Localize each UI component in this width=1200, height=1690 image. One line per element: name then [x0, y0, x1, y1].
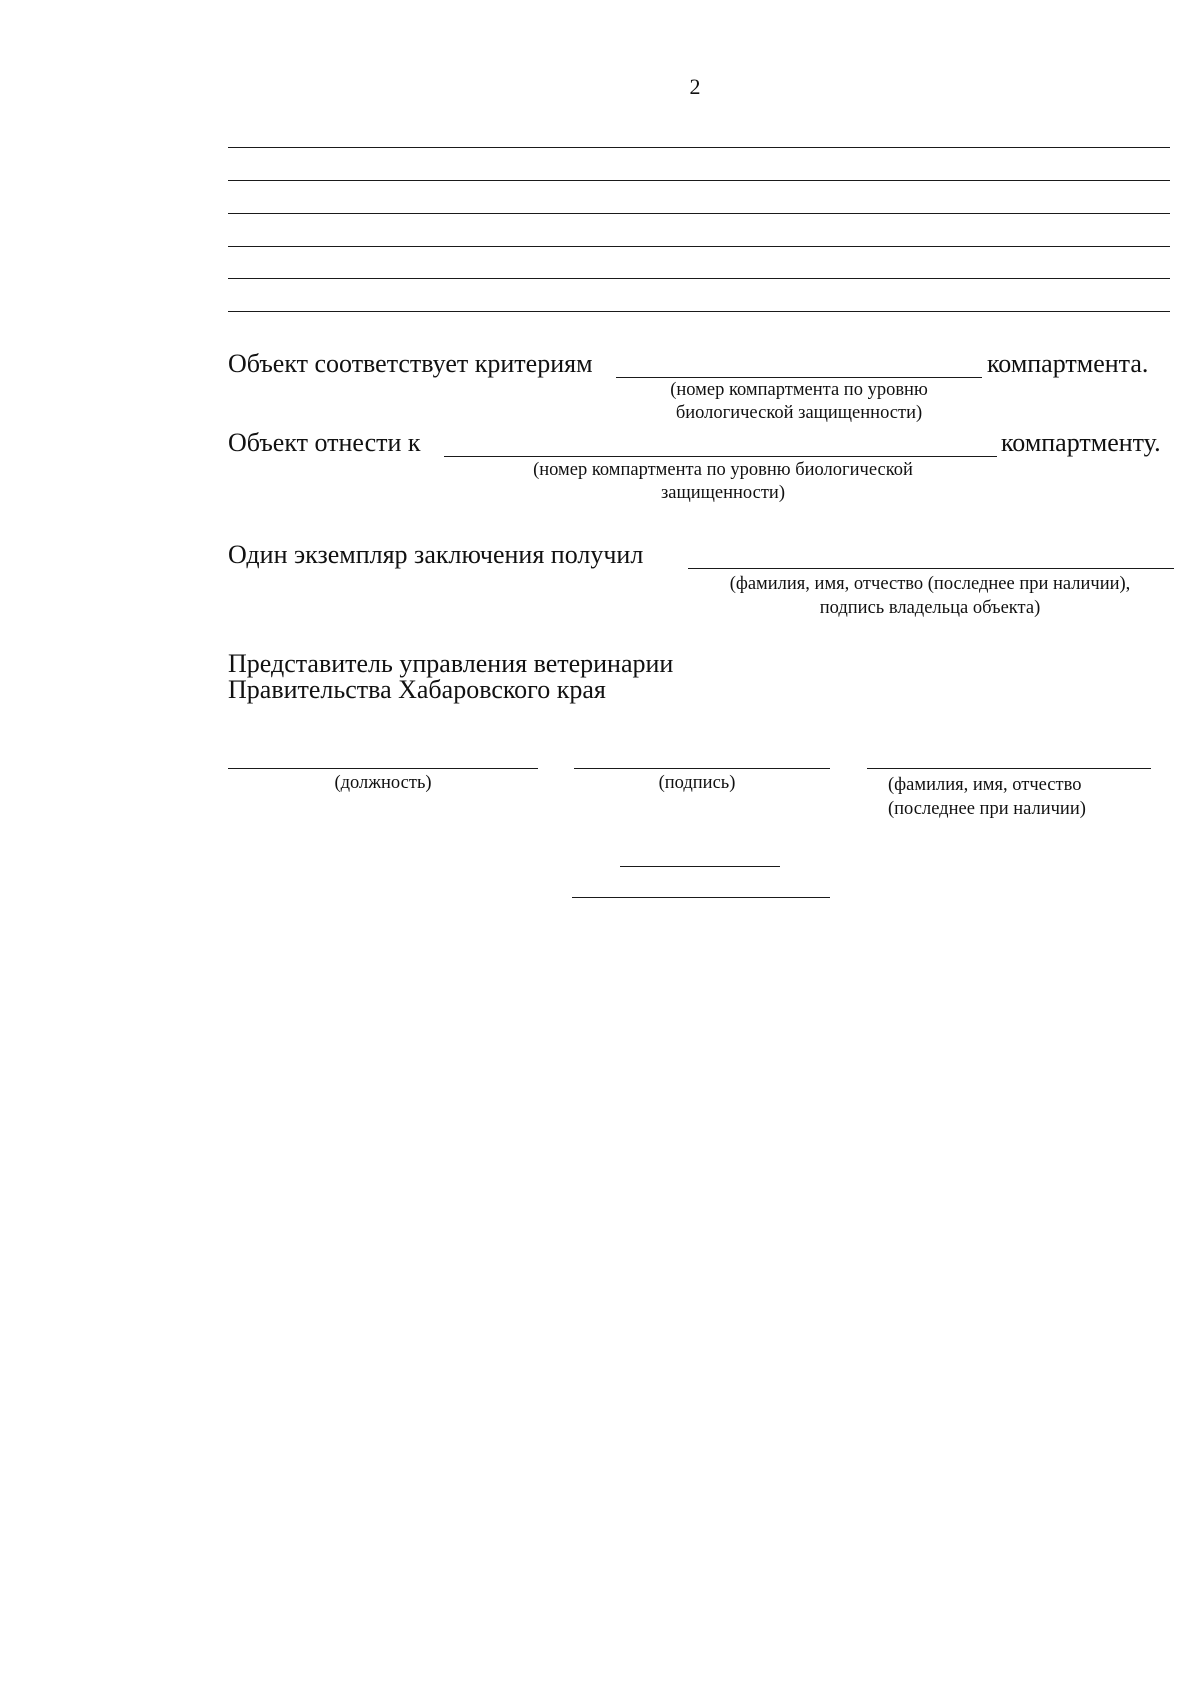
compliance-tail: компартмента. [987, 349, 1149, 378]
compliance-caption-line-2: биологической защищенности) [675, 403, 923, 423]
assignment-caption-line-1: (номер компартмента по уровню биологической [533, 460, 913, 480]
assignment-caption-line-2: защищенности) [661, 483, 785, 503]
position-signature-line [228, 768, 538, 769]
end-separator-short [620, 866, 780, 867]
compliance-text: Объект соответствует критериям [228, 349, 593, 378]
compliance-caption-line-1: (номер компартмента по уровню [670, 380, 928, 400]
representative-line-1: Представитель управления ветеринарии [228, 649, 674, 678]
name-caption-line-2: (последнее при наличии) [888, 799, 1086, 819]
assignment-text: Объект отнести к [228, 428, 421, 457]
receipt-text: Один экземпляр заключения получил [228, 540, 644, 569]
blank-line-4 [228, 246, 1170, 247]
name-caption-line-1: (фамилия, имя, отчество [888, 775, 1082, 795]
receipt-caption-line-1: (фамилия, имя, отчество (последнее при наличии), [729, 574, 1131, 594]
end-separator-long [572, 897, 830, 898]
signature-line [574, 768, 830, 769]
position-caption: (должность) [334, 773, 432, 793]
signature-caption: (подпись) [658, 773, 736, 793]
blank-line-2 [228, 180, 1170, 181]
receipt-fill-line [688, 568, 1174, 569]
page-number: 2 [689, 74, 701, 99]
blank-line-5 [228, 278, 1170, 279]
receipt-caption-line-2: подпись владельца объекта) [819, 598, 1041, 618]
blank-line-1 [228, 147, 1170, 148]
blank-line-6 [228, 311, 1170, 312]
assignment-tail: компартменту. [1001, 428, 1161, 457]
compliance-fill-line [616, 377, 982, 378]
blank-line-3 [228, 213, 1170, 214]
representative-line-2: Правительства Хабаровского края [228, 675, 606, 704]
assignment-fill-line [444, 456, 997, 457]
name-signature-line [867, 768, 1151, 769]
